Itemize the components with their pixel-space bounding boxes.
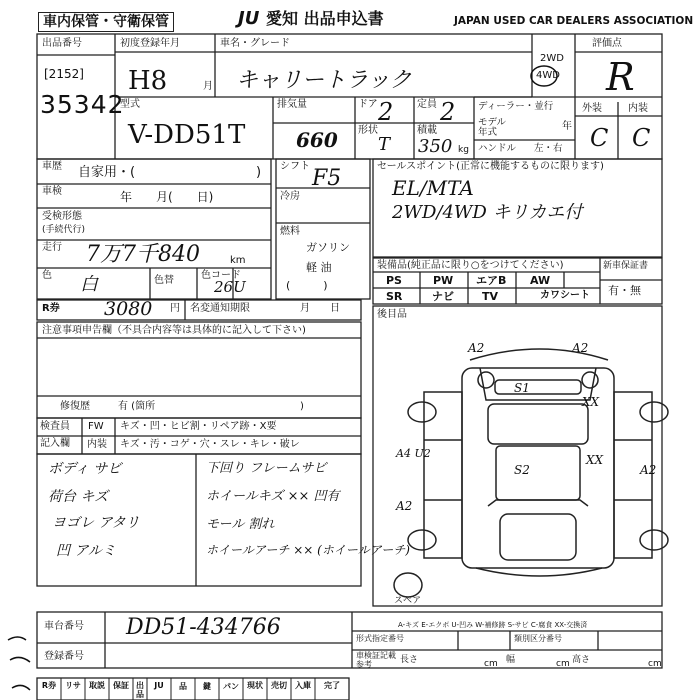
chassis-label: 車台番号: [44, 621, 84, 632]
car-name-label: 車名・グレード: [220, 38, 290, 49]
handle-label: ハンドル: [478, 143, 517, 154]
comment-left-3: ヨゴレ アタリ: [52, 515, 140, 531]
mileage-unit: km: [230, 255, 246, 266]
load-label: 積載: [417, 125, 437, 136]
check-key: 鍵: [203, 682, 211, 691]
comment-right-3: モール 割れ: [206, 517, 275, 532]
notes-label: 注意事項申告欄（不具合内容等は具体的に記入して下さい): [42, 325, 306, 336]
spare-label: スペア: [394, 596, 422, 606]
shape-value: T: [378, 134, 391, 155]
sales-point-line2: 2WD/4WD キリカエ付: [392, 202, 583, 223]
length-unit: cm: [484, 659, 498, 669]
grade-value: R: [606, 55, 635, 99]
repair-label: 修復歴: [60, 401, 90, 412]
equip-ps: PS: [386, 274, 402, 287]
aircon-label: 冷房: [280, 191, 300, 202]
damage-legend: A-キズ E-エクボ U-凹み W-補修跡 S-サビ C-腐食 XX-交換済: [398, 621, 588, 629]
fuel-other: ( ): [286, 279, 328, 292]
repair-close: ): [300, 401, 304, 412]
check-sold: 売切: [271, 681, 287, 690]
check-item: 品: [179, 682, 187, 691]
width-label: 幅: [506, 655, 516, 665]
sales-point-line1: EL/MTA: [392, 176, 474, 200]
lot-number: 35342: [40, 90, 125, 119]
year-unit: 年: [562, 121, 572, 132]
shift-value: F5: [312, 166, 342, 191]
capacity-label: 定員: [417, 99, 437, 110]
model-label: モデル: [478, 117, 507, 128]
interior-insp-items: キズ・汚・コゲ・穴・スレ・キレ・破レ: [120, 439, 300, 450]
fuel-label: 燃料: [280, 226, 300, 237]
load-unit: kg: [458, 145, 469, 155]
storage-label: 車内保管・守衛保管: [38, 12, 174, 32]
color-label: 色: [42, 270, 52, 281]
comment-right-4: ホイールアーチ ×× (ホイールアーチ): [206, 543, 410, 557]
mark-right-door: XX: [586, 453, 604, 467]
r-ken-label: R券: [42, 303, 60, 314]
usage-label: 車歴: [42, 161, 62, 172]
lot-sub: [2152]: [44, 67, 84, 81]
check-warranty: 保証: [113, 681, 129, 690]
back-label: 後目品: [377, 309, 407, 320]
comment-left-2: 荷台 キズ: [48, 489, 109, 505]
drive-2wd: 2WD: [540, 53, 564, 64]
lot-label: 出品番号: [42, 38, 82, 49]
check-r-ken: R券: [41, 681, 57, 690]
equip-airbag: エアB: [476, 274, 507, 287]
sales-point-label: セールスポイント(正常に機能するものに限ります): [377, 161, 604, 172]
fuel-diesel: 軽 油: [306, 261, 332, 274]
comment-left-4: 凹 アルミ: [56, 543, 116, 559]
equip-pw: PW: [433, 274, 454, 287]
mark-hood: S1: [514, 381, 530, 395]
displacement-label: 排気量: [277, 99, 307, 110]
handle-options: 左・右: [534, 143, 563, 154]
equip-tv: TV: [482, 290, 499, 303]
exterior-label: 外装: [582, 103, 602, 114]
height-unit: cm: [648, 659, 662, 669]
mileage-value: 7万7千840: [86, 242, 200, 267]
equip-aw: AW: [530, 274, 551, 287]
exterior-grade: C: [590, 124, 609, 152]
grade-label: 評価点: [592, 38, 622, 49]
color-code-value: 26U: [214, 278, 246, 296]
mark-front-right: A2: [572, 341, 589, 355]
check-recycle: リサ: [65, 681, 81, 690]
comment-right-2: ホイールキズ ×× 凹有: [206, 489, 340, 504]
shape-label: 形状: [358, 125, 378, 136]
name-change-label: 名変通知期限: [190, 303, 250, 314]
first-reg-value: H8: [128, 66, 168, 96]
check-done: 完了: [324, 681, 340, 690]
inspection-value: 年 月( 日): [120, 190, 214, 204]
equip-leather: カワシート: [540, 290, 590, 301]
repair-value: 有 (箇所: [118, 401, 156, 412]
capacity-value: 2: [440, 98, 456, 126]
mileage-label: 走行: [42, 242, 62, 253]
color-value: 白: [80, 274, 98, 295]
warranty-value: 有・無: [608, 284, 641, 297]
model-year-label: 年式: [478, 127, 498, 138]
mark-front-left: A2: [468, 341, 485, 355]
interior-insp-label: 内装: [87, 439, 107, 450]
door-label: ドア: [358, 99, 378, 110]
color-code-label: 色コード: [201, 270, 241, 281]
interior-grade: C: [632, 124, 651, 152]
r-ken-unit: 円: [170, 303, 180, 314]
mark-right-rear: A2: [640, 463, 657, 477]
mark-left-rear: A2: [396, 499, 413, 513]
equip-sr: SR: [386, 290, 403, 303]
car-name-value: キャリートラック: [236, 68, 412, 93]
receipt-sub: (手続代行): [42, 225, 86, 235]
equipment-label: 装備品(純正品に限り○をつけてください): [377, 260, 564, 271]
r-ken-value: 3080: [104, 298, 153, 320]
check-ju: JU: [154, 681, 164, 690]
type-value: V-DD51T: [128, 120, 246, 150]
first-reg-label: 初度登録年月: [120, 38, 180, 49]
equip-navi: ナビ: [432, 290, 454, 303]
plate-label: 登録番号: [44, 651, 84, 662]
length-label: 長さ: [400, 655, 419, 665]
dealer-label: ディーラー・並行: [478, 101, 554, 112]
fw-label: FW: [88, 421, 104, 432]
mark-right-front: XX: [582, 395, 600, 409]
mark-roof: S2: [514, 463, 530, 477]
cert-label: 車検証記載: [356, 651, 396, 660]
chassis-number: DD51-434766: [126, 615, 281, 640]
month-unit: 月: [203, 81, 213, 92]
inspection-label: 車検: [42, 186, 62, 197]
inspector-sub-label: 記入欄: [40, 438, 70, 449]
check-listing: 出品: [136, 681, 144, 699]
check-manual: 取説: [89, 681, 105, 690]
name-change-value: 月 日: [300, 303, 340, 314]
recolor-label: 色替: [154, 275, 174, 286]
load-value: 350: [418, 136, 453, 157]
drive-4wd: 4WD: [536, 70, 560, 81]
usage-value: 自家用・(: [78, 165, 136, 180]
interior-label: 内装: [628, 103, 648, 114]
displacement-value: 660: [296, 128, 338, 152]
usage-close: ): [256, 165, 262, 180]
type-label: 型式: [120, 99, 140, 110]
class-number-label: 類別区分番号: [514, 634, 562, 643]
warranty-label: 新車保証書: [603, 261, 649, 271]
ref-label: 参考: [356, 660, 372, 669]
fw-items: キズ・凹・ヒビ割・リペア跡・X要: [120, 421, 277, 432]
height-label: 高さ: [572, 655, 591, 665]
check-as-is: 現状: [247, 681, 263, 690]
mark-left-door: A4 U2: [396, 447, 431, 460]
comment-right-1: 下回り フレームサビ: [206, 461, 327, 476]
association-name: JAPAN USED CAR DEALERS ASSOCIATION: [454, 15, 694, 27]
receipt-label: 受検形態: [42, 211, 82, 222]
ju-logo: JU: [238, 8, 260, 29]
check-stock-in: 入庫: [295, 681, 311, 690]
check-punk: パン: [223, 682, 239, 691]
door-value: 2: [378, 98, 394, 126]
fuel-gasoline: ガソリン: [306, 241, 350, 254]
form-number-label: 形式指定番号: [356, 634, 404, 643]
comment-left-1: ボディ サビ: [48, 461, 122, 477]
inspector-label: 検査員: [40, 421, 70, 432]
car-diagram: [394, 349, 668, 597]
width-unit: cm: [556, 659, 570, 669]
form-title: 愛知 出品申込書: [266, 9, 384, 28]
shift-label: シフト: [280, 161, 310, 172]
